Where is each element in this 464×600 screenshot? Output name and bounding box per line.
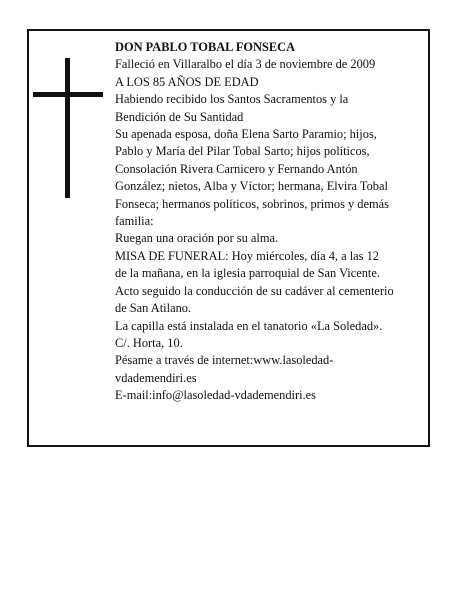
family-line: Fonseca; hermanos políticos, sobrinos, primos y demás (115, 196, 389, 211)
family-line: González; nietos, Alba y Víctor; hermana, Elvira Tobal (115, 179, 388, 194)
age-line: A LOS 85 AÑOS DE EDAD (115, 74, 259, 89)
sacraments-line: Habiendo recibido los Santos Sacramentos y la (115, 92, 349, 107)
cross-icon (33, 58, 103, 198)
prayer-line: Ruegan una oración por su alma. (115, 231, 279, 246)
funeral-mass-line: MISA DE FUNERAL: Hoy miércoles, día 4, a las 12 (115, 248, 379, 263)
family-line: Consolación Rivera Carnicero y Fernando Antón (115, 161, 358, 176)
cemetery-line: Acto seguido la conducción de su cadáver al cementerio (115, 283, 394, 298)
family-line: Su apenada esposa, doña Elena Sarto Paramio; hijos, (115, 127, 377, 142)
address-line: C/. Horta, 10. (115, 335, 183, 350)
obituary-text (115, 39, 415, 405)
funeral-mass-line: de la mañana, en la iglesia parroquial de San Vicente. (115, 266, 380, 281)
cemetery-line: de San Atilano. (115, 301, 192, 316)
family-line: Pablo y María del Pilar Tobal Sarto; hijos políticos, (115, 144, 370, 159)
death-date-line: Falleció en Villaralbo el día 3 de noviembre de 2009 (115, 57, 376, 72)
condolences-line: vdademendiri.es (115, 370, 197, 385)
cross-vertical-bar (65, 58, 70, 198)
chapel-line: La capilla está instalada en el tanatorio «La Soledad». (115, 318, 383, 333)
family-line: familia: (115, 214, 154, 229)
email-line: E-mail:info@lasoledad-vdademendiri.es (115, 388, 316, 403)
condolences-line: Pésame a través de internet:www.lasoledad- (115, 353, 334, 368)
cross-horizontal-bar (33, 92, 103, 97)
deceased-name: DON PABLO TOBAL FONSECA (115, 40, 296, 54)
sacraments-line: Bendición de Su Santidad (115, 109, 244, 124)
